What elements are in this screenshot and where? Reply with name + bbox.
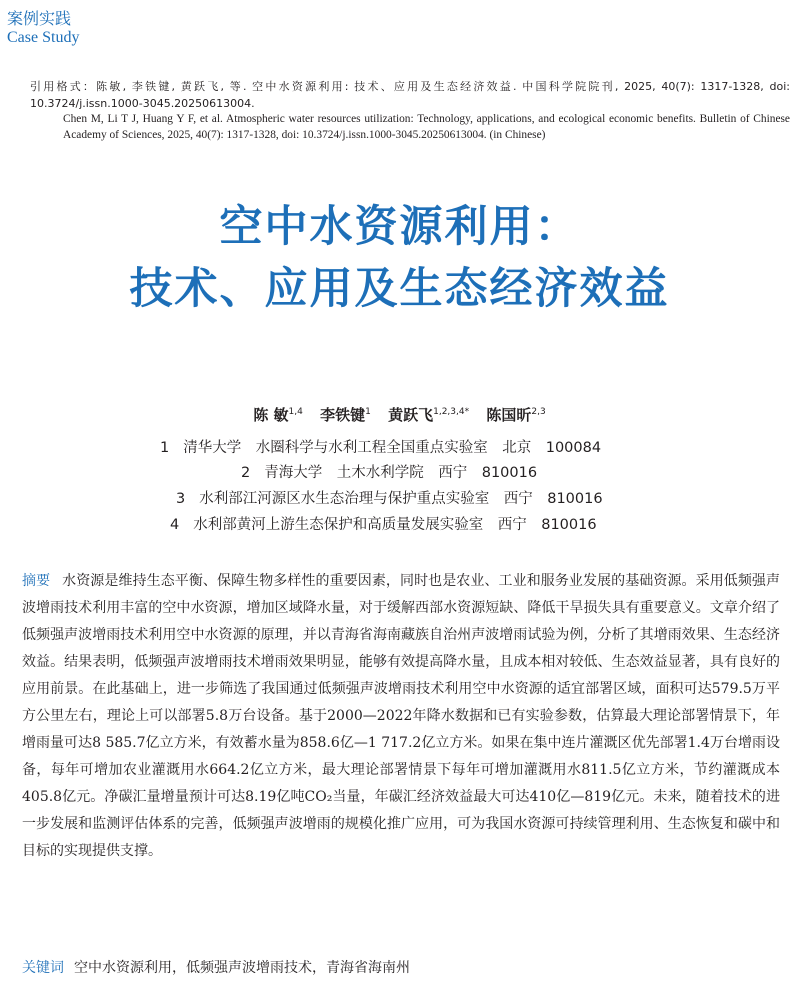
affiliation-item xyxy=(170,513,597,534)
paper-title xyxy=(0,196,799,320)
author-name: 李铁键 xyxy=(320,406,366,424)
section-label-en: Case Study xyxy=(7,29,80,46)
affiliation-item xyxy=(160,436,601,457)
abstract-text: 水资源是维持生态平衡、保障生物多样性的重要因素，同时也是农业、工业和服务业发展的基础资源。采用低频强声波增雨技术利用丰富的空中水资源，增加区域降水量，对于缓解西部水资源短缺、降低干旱损失具有重要意义。文章介绍了低频强声波增雨技术利用空中水资源的原理，并以青海省海南藏族自治州声波增雨试验为例，分析了其增雨效果、生态经济效益。结果表明，低频强声波增雨技术增雨效果明显，能够有效提高降水量，且成本相对较低、生态效益显著，具有良好的应用前景。在此基础上，进一步筛选了我国通过低频强声波增雨技术利用空中水资源的适宜部署区域，面积可达579.5万平方公里左右，理论上可以部署5.8万台设备。基于2000—2022年降水数据和已有实验参数，估算最大理论部署情景下，年增雨量可达8 585.7亿立方米，有效蓄水量为858.6亿—1 717.2亿立方米。如果在集中连片灌溉区优先部署1.4万台增雨设备，每年可增加农业灌溉用水664.2亿立方米，最大理论部署情景下每年可增加灌溉用水811.5亿立方米，节约灌溉成本405.8亿元。净碳汇量增量预计可达8.19亿吨CO₂当量，年碳汇经济效益最大可达410亿—819亿元。未来，随着技术的进一步发展和监测评估体系的完善，低频强声波增雨的规模化推广应用，可为我国水资源可持续管理利用、生态恢复和碳中和目标的实现提供支撑。 xyxy=(22,573,780,859)
paper-title-line2: 技术、应用及生态经济效益 xyxy=(129,264,670,314)
paper-title-line1: 空中水资源利用： xyxy=(219,202,580,252)
affiliation-number: 2 xyxy=(241,465,251,481)
author-affil-sup: 1 xyxy=(365,407,371,417)
author xyxy=(253,406,303,424)
author-affil-sup: 2,3 xyxy=(531,407,546,417)
author-affil-sup: 1,4 xyxy=(288,407,303,417)
author xyxy=(388,406,469,424)
affiliation-text: 清华大学 水圈科学与水利工程全国重点实验室 北京 100084 xyxy=(183,440,602,456)
keywords-text: 空中水资源利用，低频强声波增雨技术，青海省海南州 xyxy=(74,960,410,976)
author-list xyxy=(0,404,799,425)
affiliation-number: 4 xyxy=(170,517,180,533)
affiliation-text: 水利部江河源区水生态治理与保护重点实验室 西宁 810016 xyxy=(199,491,603,507)
abstract xyxy=(22,568,780,865)
keywords-label: 关键词 xyxy=(22,960,64,976)
affiliation-number: 1 xyxy=(160,440,170,456)
author-name: 陈国昕 xyxy=(486,406,532,424)
citation-en: Chen M, Li T J, Huang Y F, et al. Atmospheric water resources utilization: Technology, applications, and ecological economic benefits. Bulletin of Chinese Academy of Sciences, 2025, 40(7): 1317-1328, doi: 10.3724/j.issn.1000-3045.20250613004. (in Chinese) xyxy=(63,113,790,141)
affiliation-item xyxy=(241,461,537,482)
keywords xyxy=(22,957,780,977)
affiliation-number: 3 xyxy=(176,491,186,507)
author xyxy=(320,406,371,424)
citation-label: 引用格式： xyxy=(30,80,97,93)
affiliation-item xyxy=(176,487,603,508)
affiliation-text: 青海大学 土木水利学院 西宁 810016 xyxy=(264,465,538,481)
section-label-cn: 案例实践 xyxy=(7,9,72,28)
author-name: 黄跃飞 xyxy=(388,406,434,424)
citation-cn: 陈敏, 李铁键, 黄跃飞, 等. 空中水资源利用: 技术、应用及生态经济效益. 中国科学院院刊, 2025, 40(7): 1317-1328, doi: 10.3724/j.issn.1000-3045.20250613004. xyxy=(30,80,791,110)
author xyxy=(486,406,545,424)
author-affil-sup: 1,2,3,4* xyxy=(433,407,470,417)
abstract-label: 摘要 xyxy=(22,573,51,589)
citation-block xyxy=(30,79,790,143)
affiliation-text: 水利部黄河上游生态保护和高质量发展实验室 西宁 810016 xyxy=(193,517,597,533)
author-name: 陈 敏 xyxy=(253,406,289,424)
